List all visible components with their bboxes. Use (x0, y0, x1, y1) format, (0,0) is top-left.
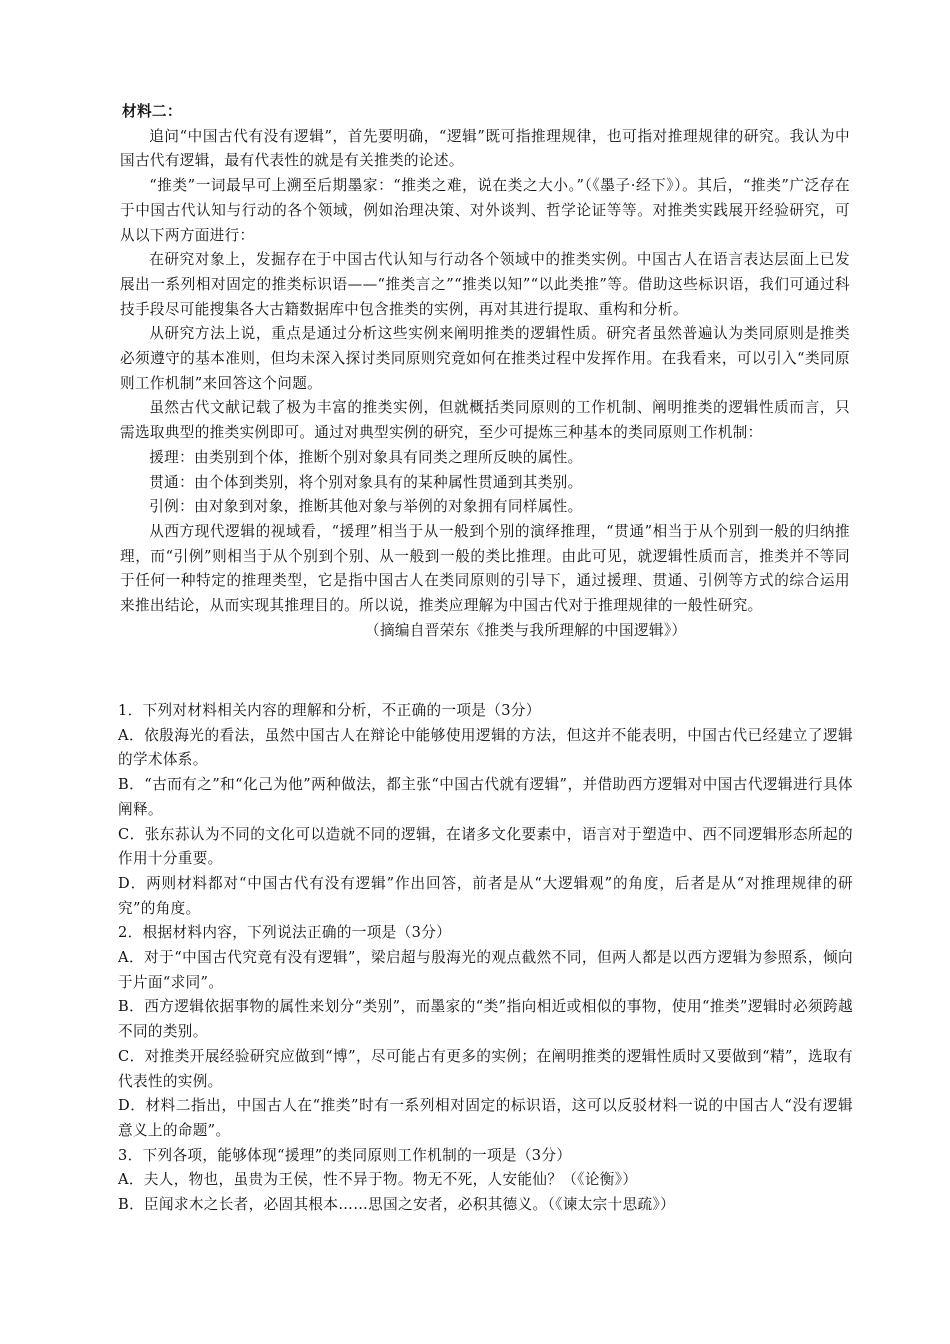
material-paragraph: 虽然古代文献记载了极为丰富的推类实例，但就概括类同原则的工作机制、阐明推类的逻辑性质而言，只需选取典型的推类实例即可。通过对典型实例的研究，至少可提炼三种基本的类同原则工作机制： (120, 399, 850, 442)
option-c: C．张东荪认为不同的文化可以造就不同的逻辑，在诸多文化要素中，语言对于塑造中、西不同逻辑形态所起的作用十分重要。 (118, 825, 853, 868)
option-a: A．夫人，物也，虽贵为王侯，性不异于物。物无不死，人安能仙？（《论衡》） (118, 1171, 638, 1189)
source-citation: （摘编自晋荣东《推类与我所理解的中国逻辑》） (365, 621, 687, 639)
mechanism-yuanli: 援理：由类别到个体，推断个别对象具有同类之理所反映的属性。 (149, 448, 583, 466)
material-paragraph: “推类”一词最早可上溯至后期墨家：“推类之难，说在类之大小。”（《墨子·经下》）。其后，“推类”广泛存在于中国古代认知与行动的各个领域，例如治理决策、对外谈判、哲学论证等等。对推类实践展开经验研究，可从以下两方面进行： (120, 177, 850, 244)
question-3 (118, 1144, 853, 1218)
option-d: D．两则材料都对“中国古代有没有逻辑”作出回答，前者是从“大逻辑观”的角度，后者是从“对推理规律的研究”的角度。 (118, 874, 853, 917)
material-heading: 材料二： (122, 103, 182, 120)
material-two (120, 100, 850, 643)
option-c: C．对推类开展经验研究应做到“博”，尽可能占有更多的实例；在阐明推类的逻辑性质时又要做到“精”，选取有代表性的实例。 (118, 1047, 853, 1090)
material-conclusion: 从西方现代逻辑的视域看，“援理”相当于从一般到个别的演绎推理，“贯通”相当于从个别到一般的归纳推理，而“引例”则相当于从个别到个别、从一般到一般的类比推理。由此可见，就逻辑性质而言，推类并不等同于任何一种特定的推理类型，它是指中国古人在类同原则的引导下，通过援理、贯通、引例等方式的综合运用来推出结论，从而实现其推理目的。所以说，推类应理解为中国古代对于推理规律的一般性研究。 (120, 522, 850, 615)
question-stem: 2．根据材料内容，下列说法正确的一项是（3分） (118, 924, 452, 942)
question-1 (118, 699, 853, 921)
question-stem: 3．下列各项，能够体现“援理”的类同原则工作机制的一项是（3分） (118, 1146, 572, 1164)
option-b: B．臣闻求木之长者，必固其根本……思国之安者，必积其德义。（《谏太宗十思疏》） (118, 1196, 676, 1214)
material-paragraph: 从研究方法上说，重点是通过分析这些实例来阐明推类的逻辑性质。研究者虽然普遍认为类同原则是推类必须遵守的基本准则，但均未深入探讨类同原则究竟如何在推类过程中发挥作用。在我看来，可以引入“类同原则工作机制”来回答这个问题。 (120, 325, 850, 392)
option-a: A．依殷海光的看法，虽然中国古人在辩论中能够使用逻辑的方法，但这并不能表明，中国古代已经建立了逻辑的学术体系。 (118, 726, 853, 769)
material-paragraph: 追问“中国古代有没有逻辑”，首先要明确，“逻辑”既可指推理规律，也可指对推理规律的研究。我认为中国古代有逻辑，最有代表性的就是有关推类的论述。 (120, 127, 850, 170)
material-paragraph: 在研究对象上，发掘存在于中国古代认知与行动各个领域中的推类实例。中国古人在语言表达层面上已发展出一系列相对固定的推类标识语——“推类言之”“推类以知”“以此类推”等。借助这些标识语，我们可通过科技手段尽可能搜集各大古籍数据库中包含推类的实例，再对其进行提取、重构和分析。 (120, 251, 850, 318)
question-2 (118, 921, 853, 1143)
option-b: B．西方逻辑依据事物的属性来划分“类别”，而墨家的“类”指向相近或相似的事物，使用“推类”逻辑时必须跨越不同的类别。 (118, 998, 853, 1041)
option-a: A．对于“中国古代究竟有没有逻辑”，梁启超与殷海光的观点截然不同，但两人都是以西方逻辑为参照系，倾向于片面“求同”。 (118, 949, 853, 991)
option-b: B．“古而有之”和“化己为他”两种做法，都主张“中国古代就有逻辑”，并借助西方逻辑对中国古代逻辑进行具体阐释。 (118, 776, 853, 818)
mechanism-guantong: 贯通：由个体到类别，将个别对象具有的某种属性贯通到其类别。 (149, 473, 583, 491)
question-stem: 1．下列对材料相关内容的理解和分析，不正确的一项是（3分） (118, 702, 541, 719)
question-list (118, 699, 853, 1218)
mechanism-yinli: 引例：由对象到对象，推断其他对象与举例的对象拥有同样属性。 (149, 498, 583, 516)
option-d: D．材料二指出，中国古人在“推类”时有一系列相对固定的标识语，这可以反驳材料一说的中国古人“没有逻辑意义上的命题”。 (118, 1097, 853, 1139)
